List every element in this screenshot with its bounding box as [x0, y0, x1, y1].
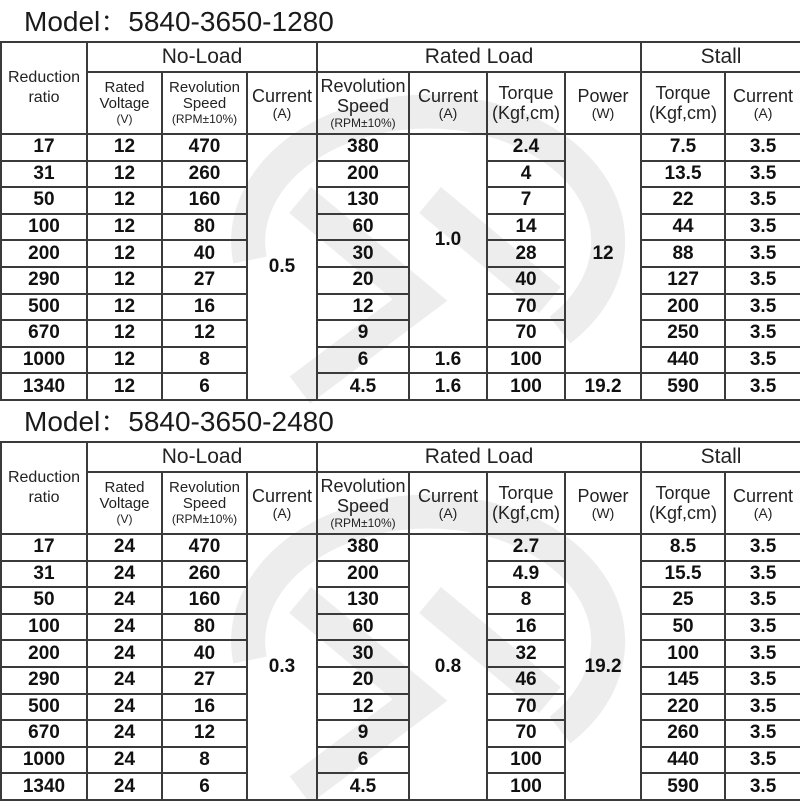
spec-table	[0, 441, 800, 801]
cell-power: 19.2	[565, 373, 641, 400]
cell-rated-speed: 130	[317, 587, 409, 614]
header-stall-current: Current (A)	[725, 72, 800, 134]
cell-stall-current: 3.5	[725, 667, 800, 694]
cell-voltage: 12	[87, 187, 162, 214]
cell-ratio: 100	[1, 214, 87, 241]
cell-voltage: 12	[87, 373, 162, 400]
table-row	[1, 134, 800, 161]
cell-rated-speed: 4.5	[317, 773, 409, 800]
cell-stall-torque: 250	[641, 320, 725, 347]
cell-voltage: 24	[87, 694, 162, 721]
header-rated-load: Rated Load	[317, 42, 641, 72]
header-power: Power (W)	[565, 472, 641, 534]
cell-noload-speed: 6	[162, 773, 247, 800]
cell-rated-speed: 200	[317, 561, 409, 588]
cell-stall-torque: 260	[641, 720, 725, 747]
table-row	[1, 187, 800, 214]
cell-stall-current: 3.5	[725, 214, 800, 241]
table-row	[1, 720, 800, 747]
cell-ratio: 200	[1, 640, 87, 667]
cell-noload-speed: 40	[162, 640, 247, 667]
cell-rated-speed: 30	[317, 640, 409, 667]
table-row	[1, 640, 800, 667]
spec-table-body	[1, 534, 800, 800]
cell-rated-speed: 130	[317, 187, 409, 214]
table-row	[1, 614, 800, 641]
cell-ratio: 290	[1, 667, 87, 694]
cell-power: 19.2	[565, 534, 641, 800]
cell-rated-torque: 7	[487, 187, 565, 214]
cell-power: 12	[565, 134, 641, 373]
cell-rated-speed: 12	[317, 694, 409, 721]
model-number: 5840-3650-1280	[128, 6, 334, 37]
cell-stall-torque: 200	[641, 294, 725, 321]
header-rated-current: Current (A)	[409, 472, 487, 534]
cell-noload-current: 0.5	[247, 134, 317, 400]
cell-stall-torque: 15.5	[641, 561, 725, 588]
cell-ratio: 31	[1, 161, 87, 188]
cell-stall-current: 3.5	[725, 747, 800, 774]
cell-noload-speed: 27	[162, 267, 247, 294]
cell-ratio: 1000	[1, 747, 87, 774]
cell-ratio: 290	[1, 267, 87, 294]
header-rated-speed: Revolution Speed (RPM±10%)	[317, 72, 409, 134]
cell-stall-torque: 145	[641, 667, 725, 694]
cell-noload-speed: 16	[162, 694, 247, 721]
model-label: Model：	[24, 406, 129, 437]
cell-voltage: 12	[87, 161, 162, 188]
cell-rated-speed: 6	[317, 747, 409, 774]
cell-rated-speed: 6	[317, 347, 409, 374]
cell-rated-speed: 200	[317, 161, 409, 188]
cell-stall-current: 3.5	[725, 640, 800, 667]
cell-ratio: 200	[1, 240, 87, 267]
header-rated-voltage: Rated Voltage (V)	[87, 72, 162, 134]
cell-noload-current: 0.3	[247, 534, 317, 800]
cell-rated-torque: 46	[487, 667, 565, 694]
cell-voltage: 24	[87, 587, 162, 614]
cell-stall-current: 3.5	[725, 347, 800, 374]
cell-noload-speed: 12	[162, 720, 247, 747]
header-noload-current: Current (A)	[247, 72, 317, 134]
cell-noload-speed: 16	[162, 294, 247, 321]
cell-rated-torque: 70	[487, 320, 565, 347]
cell-rated-torque: 4	[487, 161, 565, 188]
header-stall-torque: Torque (Kgf,cm)	[641, 472, 725, 534]
cell-ratio: 17	[1, 134, 87, 161]
cell-voltage: 24	[87, 534, 162, 561]
cell-ratio: 17	[1, 534, 87, 561]
cell-ratio: 1340	[1, 373, 87, 400]
header-no-load: No-Load	[87, 442, 317, 472]
table-row	[1, 561, 800, 588]
header-power: Power (W)	[565, 72, 641, 134]
cell-rated-torque: 40	[487, 267, 565, 294]
header-stall-current: Current (A)	[725, 472, 800, 534]
cell-voltage: 24	[87, 614, 162, 641]
cell-noload-speed: 470	[162, 134, 247, 161]
cell-noload-speed: 8	[162, 747, 247, 774]
cell-voltage: 24	[87, 773, 162, 800]
cell-ratio: 500	[1, 294, 87, 321]
cell-ratio: 50	[1, 187, 87, 214]
cell-rated-torque: 100	[487, 373, 565, 400]
table-row	[1, 347, 800, 374]
cell-noload-speed: 260	[162, 161, 247, 188]
cell-stall-torque: 220	[641, 694, 725, 721]
table-row	[1, 667, 800, 694]
cell-stall-current: 3.5	[725, 187, 800, 214]
cell-rated-torque: 16	[487, 614, 565, 641]
cell-ratio: 1000	[1, 347, 87, 374]
cell-stall-torque: 590	[641, 373, 725, 400]
header-stall-torque: Torque (Kgf,cm)	[641, 72, 725, 134]
cell-ratio: 50	[1, 587, 87, 614]
model-title	[24, 404, 334, 440]
cell-noload-speed: 8	[162, 347, 247, 374]
cell-rated-current: 0.8	[409, 534, 487, 800]
cell-voltage: 12	[87, 214, 162, 241]
cell-rated-speed: 20	[317, 667, 409, 694]
cell-stall-current: 3.5	[725, 320, 800, 347]
cell-stall-torque: 44	[641, 214, 725, 241]
cell-rated-speed: 30	[317, 240, 409, 267]
cell-stall-torque: 127	[641, 267, 725, 294]
cell-noload-speed: 12	[162, 320, 247, 347]
cell-voltage: 12	[87, 294, 162, 321]
header-reduction-ratio: Reduction ratio	[1, 42, 87, 134]
cell-rated-speed: 60	[317, 214, 409, 241]
cell-rated-speed: 9	[317, 320, 409, 347]
cell-rated-current: 1.0	[409, 134, 487, 347]
cell-noload-speed: 80	[162, 614, 247, 641]
cell-rated-torque: 4.9	[487, 561, 565, 588]
model-label: Model：	[24, 6, 129, 37]
model-number: 5840-3650-2480	[128, 406, 334, 437]
cell-ratio: 500	[1, 694, 87, 721]
header-rated-speed: Revolution Speed (RPM±10%)	[317, 472, 409, 534]
cell-stall-current: 3.5	[725, 694, 800, 721]
table-row	[1, 773, 800, 800]
cell-noload-speed: 27	[162, 667, 247, 694]
cell-ratio: 670	[1, 320, 87, 347]
table-row	[1, 214, 800, 241]
cell-stall-torque: 7.5	[641, 134, 725, 161]
cell-voltage: 12	[87, 347, 162, 374]
header-rated-torque: Torque (Kgf,cm)	[487, 472, 565, 534]
cell-rated-torque: 100	[487, 747, 565, 774]
cell-noload-speed: 470	[162, 534, 247, 561]
cell-stall-current: 3.5	[725, 161, 800, 188]
cell-stall-torque: 100	[641, 640, 725, 667]
cell-stall-current: 3.5	[725, 720, 800, 747]
cell-stall-torque: 50	[641, 614, 725, 641]
table-row	[1, 587, 800, 614]
cell-voltage: 24	[87, 747, 162, 774]
cell-rated-torque: 100	[487, 347, 565, 374]
cell-voltage: 12	[87, 240, 162, 267]
cell-rated-torque: 14	[487, 214, 565, 241]
cell-noload-speed: 80	[162, 214, 247, 241]
header-noload-speed: Revolution Speed (RPM±10%)	[162, 472, 247, 534]
cell-stall-torque: 88	[641, 240, 725, 267]
cell-rated-torque: 28	[487, 240, 565, 267]
cell-rated-speed: 60	[317, 614, 409, 641]
cell-rated-speed: 380	[317, 534, 409, 561]
header-no-load: No-Load	[87, 42, 317, 72]
table-row	[1, 161, 800, 188]
cell-rated-speed: 20	[317, 267, 409, 294]
cell-noload-speed: 40	[162, 240, 247, 267]
cell-noload-speed: 6	[162, 373, 247, 400]
table-row	[1, 373, 800, 400]
cell-stall-current: 3.5	[725, 773, 800, 800]
header-noload-current: Current (A)	[247, 472, 317, 534]
header-rated-current: Current (A)	[409, 72, 487, 134]
cell-stall-current: 3.5	[725, 534, 800, 561]
cell-rated-torque: 2.7	[487, 534, 565, 561]
cell-stall-current: 3.5	[725, 614, 800, 641]
cell-ratio: 670	[1, 720, 87, 747]
cell-stall-torque: 440	[641, 347, 725, 374]
cell-rated-current: 1.6	[409, 373, 487, 400]
table-row	[1, 694, 800, 721]
cell-rated-speed: 380	[317, 134, 409, 161]
cell-ratio: 100	[1, 614, 87, 641]
cell-rated-torque: 70	[487, 694, 565, 721]
cell-stall-torque: 25	[641, 587, 725, 614]
cell-rated-torque: 100	[487, 773, 565, 800]
cell-rated-torque: 2.4	[487, 134, 565, 161]
model-title	[24, 4, 334, 40]
cell-noload-speed: 260	[162, 561, 247, 588]
cell-stall-current: 3.5	[725, 240, 800, 267]
table-row	[1, 267, 800, 294]
table-row	[1, 294, 800, 321]
cell-rated-speed: 12	[317, 294, 409, 321]
header-rated-load: Rated Load	[317, 442, 641, 472]
header-rated-voltage: Rated Voltage (V)	[87, 472, 162, 534]
header-stall: Stall	[641, 442, 800, 472]
header-reduction-ratio: Reduction ratio	[1, 442, 87, 534]
spec-table	[0, 41, 800, 401]
cell-stall-torque: 22	[641, 187, 725, 214]
table-row	[1, 320, 800, 347]
cell-stall-torque: 590	[641, 773, 725, 800]
cell-stall-current: 3.5	[725, 587, 800, 614]
cell-voltage: 24	[87, 667, 162, 694]
cell-stall-current: 3.5	[725, 561, 800, 588]
header-noload-speed: Revolution Speed (RPM±10%)	[162, 72, 247, 134]
table-row	[1, 240, 800, 267]
cell-rated-current: 1.6	[409, 347, 487, 374]
cell-rated-torque: 70	[487, 294, 565, 321]
cell-stall-current: 3.5	[725, 267, 800, 294]
spec-table-body	[1, 134, 800, 400]
cell-stall-current: 3.5	[725, 134, 800, 161]
cell-stall-torque: 8.5	[641, 534, 725, 561]
cell-voltage: 12	[87, 320, 162, 347]
cell-stall-current: 3.5	[725, 373, 800, 400]
cell-rated-torque: 32	[487, 640, 565, 667]
cell-voltage: 12	[87, 134, 162, 161]
cell-ratio: 1340	[1, 773, 87, 800]
cell-rated-torque: 8	[487, 587, 565, 614]
cell-rated-speed: 9	[317, 720, 409, 747]
cell-voltage: 12	[87, 267, 162, 294]
cell-stall-torque: 440	[641, 747, 725, 774]
cell-ratio: 31	[1, 561, 87, 588]
table-row	[1, 534, 800, 561]
cell-stall-torque: 13.5	[641, 161, 725, 188]
cell-voltage: 24	[87, 561, 162, 588]
cell-voltage: 24	[87, 640, 162, 667]
cell-rated-speed: 4.5	[317, 373, 409, 400]
header-stall: Stall	[641, 42, 800, 72]
cell-rated-torque: 70	[487, 720, 565, 747]
cell-voltage: 24	[87, 720, 162, 747]
table-row	[1, 747, 800, 774]
cell-noload-speed: 160	[162, 587, 247, 614]
header-rated-torque: Torque (Kgf,cm)	[487, 72, 565, 134]
cell-noload-speed: 160	[162, 187, 247, 214]
cell-stall-current: 3.5	[725, 294, 800, 321]
